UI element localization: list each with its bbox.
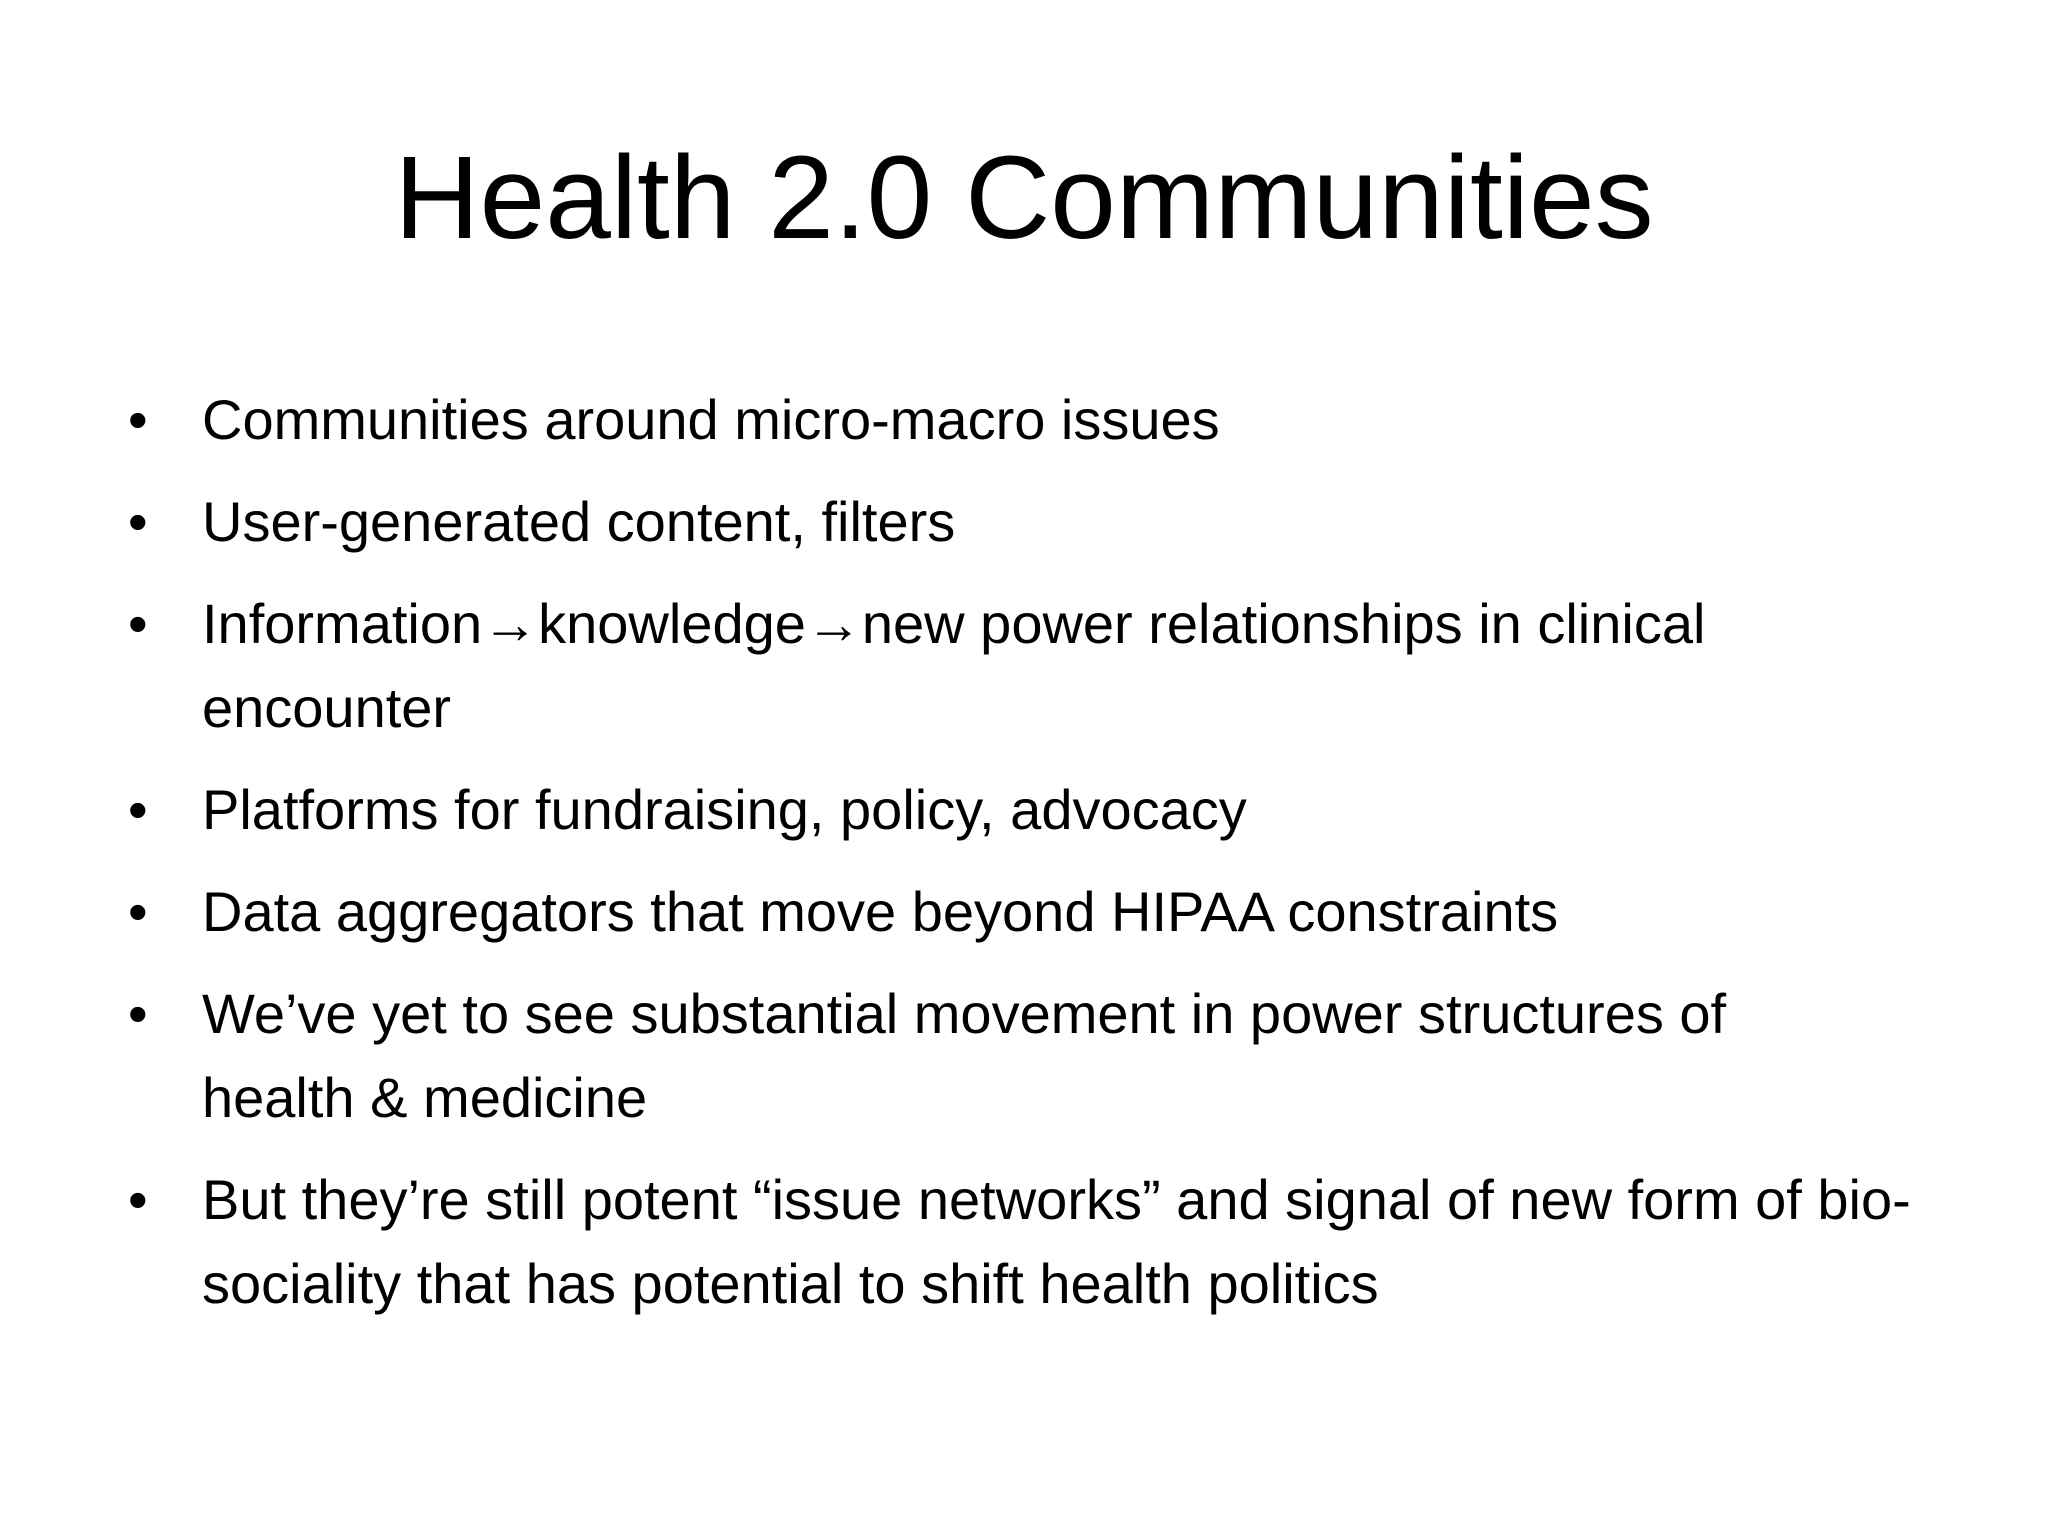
list-item — [128, 378, 1968, 462]
bullet-text: Platforms for fundraising, policy, advocacy — [202, 778, 1247, 841]
bullet-icon: • — [128, 880, 148, 943]
list-item — [128, 870, 1968, 954]
list-item — [128, 1158, 1942, 1326]
list-item — [128, 582, 1942, 750]
bullet-list — [128, 378, 1968, 1344]
bullet-icon: • — [128, 778, 148, 841]
bullet-text: Communities around micro-macro issues — [202, 388, 1220, 451]
list-item — [128, 972, 1882, 1140]
list-item — [128, 480, 1968, 564]
list-item — [128, 768, 1968, 852]
bullet-icon: • — [128, 490, 148, 553]
bullet-icon: • — [128, 1168, 148, 1231]
bullet-text: Information→knowledge→new power relationships in clinical encounter — [202, 592, 1706, 739]
bullet-icon: • — [128, 592, 148, 655]
bullet-icon: • — [128, 388, 148, 451]
slide-title: Health 2.0 Communities — [394, 132, 1654, 264]
bullet-text: User-generated content, filters — [202, 490, 956, 553]
bullet-icon: • — [128, 982, 148, 1045]
bullet-text: But they’re still potent “issue networks” and signal of new form of bio-sociality that has potential to shift health politics — [202, 1168, 1911, 1315]
bullet-text: We’ve yet to see substantial movement in power structures of health & medicine — [202, 982, 1727, 1129]
bullet-text: Data aggregators that move beyond HIPAA constraints — [202, 880, 1559, 943]
